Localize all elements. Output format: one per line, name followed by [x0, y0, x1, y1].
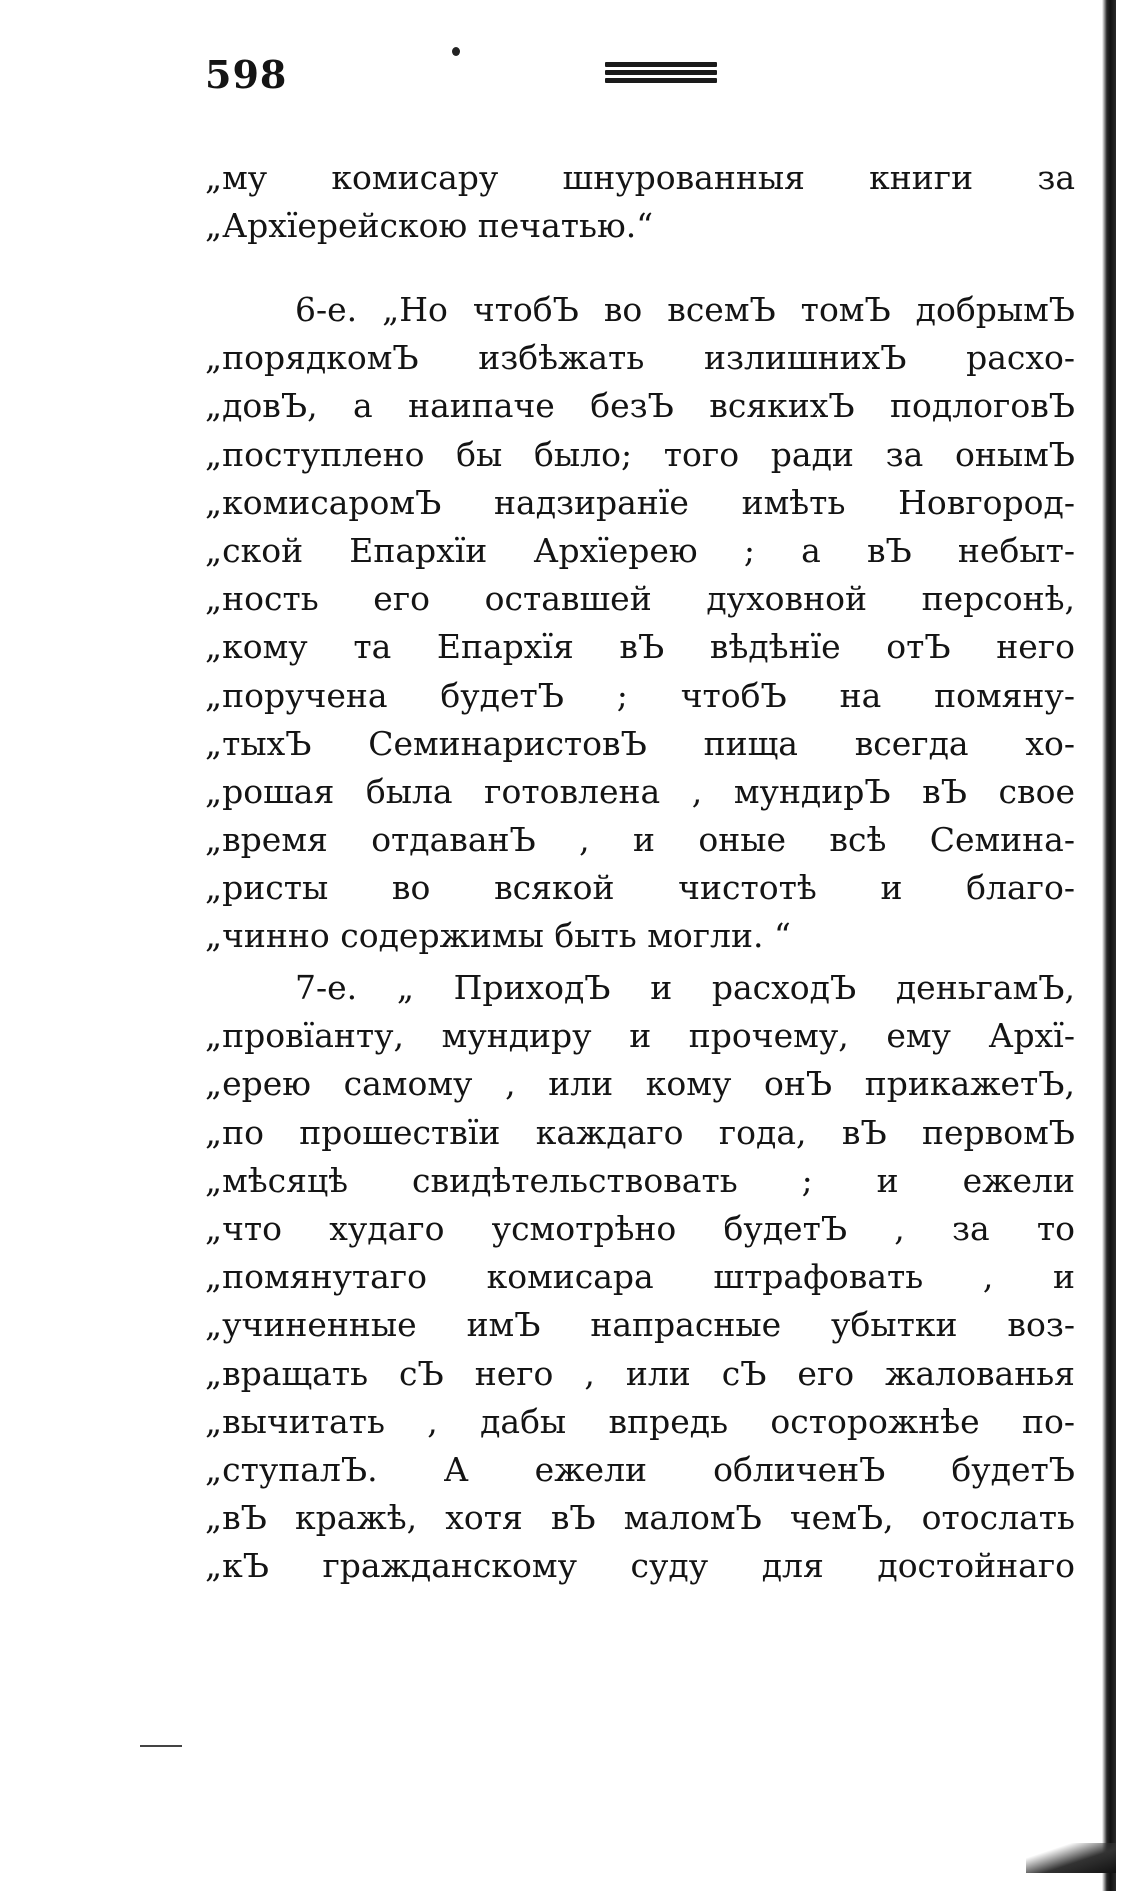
intro-text [205, 154, 1075, 250]
text-line: „мѣсяцѣ свидѣтельствовать ; и ежели [205, 1160, 1075, 1200]
text-line: „кому та Епархїя вЪ вѣдѣнїе отЪ него [205, 627, 1075, 667]
text-line: „рошая была готовлена , мундирЪ вЪ свое [205, 771, 1075, 811]
text-line: „ской Епархїи Архїерею ; а вЪ небыт- [205, 530, 1075, 570]
text-line: „ступалЪ. А ежели обличенЪ будетЪ [205, 1449, 1075, 1489]
text-line: „поручена будетЪ ; чтобЪ на помяну- [205, 675, 1075, 715]
text-line: „чинно содержимы быть могли. “ [205, 916, 791, 956]
text-line: „ерею самому , или кому онЪ прикажетЪ, [205, 1064, 1075, 1104]
page-edge-shadow [1102, 0, 1116, 1891]
text-line: „ристы во всякой чистотѣ и благо- [205, 868, 1075, 908]
ornament-rule [605, 78, 717, 83]
text-line: „провїанту, мундиру и прочему, ему Архї- [205, 1016, 1075, 1056]
stray-ink-mark [140, 1745, 182, 1747]
text-line: „ность его оставшей духовной персонѣ, [205, 579, 1075, 619]
paragraph-6 [205, 286, 1075, 961]
text-line: 7-е. „ ПриходЪ и расходЪ деньгамЪ, [295, 968, 1075, 1007]
ornament-rule [605, 70, 717, 75]
text-line: „Архїерейскою печатью.“ [205, 206, 654, 246]
text-line: 6-е. „Но чтобЪ во всемЪ томЪ добрымЪ [295, 290, 1075, 329]
text-line: „комисаромЪ надзиранїе имѣть Новгород- [205, 482, 1075, 522]
page-number: 598 [205, 52, 288, 97]
paragraph-7 [205, 964, 1075, 1590]
text-line: „довЪ, а наипаче безЪ всякихЪ подлоговЪ [205, 386, 1075, 426]
text-line: „время отдаванЪ , и оные всѣ Семина- [205, 820, 1075, 860]
text-line: „тыхЪ СеминаристовЪ пища всегда хо- [205, 723, 1075, 763]
text-line: „поступлено бы было; того ради за онымЪ [205, 434, 1075, 474]
header-ornament [605, 62, 717, 90]
text-line: „вЪ кражѣ, хотя вЪ маломЪ чемЪ, отослать [205, 1498, 1075, 1538]
text-line: „вычитать , дабы впредь осторожнѣе по- [205, 1401, 1075, 1441]
ornament-rule [605, 62, 717, 67]
text-line: „учиненные имЪ напрасные убытки воз- [205, 1305, 1075, 1345]
text-line: „что худаго усмотрѣно будетЪ , за то [205, 1208, 1075, 1248]
text-line: „му комисару шнурованныя книги за [205, 158, 1075, 197]
ink-dot [452, 47, 460, 56]
text-line: „кЪ гражданскому суду для достойнаго [205, 1546, 1075, 1586]
text-line: „помянутаго комисара штрафовать , и [205, 1257, 1075, 1297]
page-corner-shadow [1026, 1843, 1116, 1873]
text-line: „вращать сЪ него , или сЪ его жалованья [205, 1353, 1075, 1393]
text-line: „порядкомЪ избѣжать излишнихЪ расхо- [205, 338, 1075, 378]
text-line: „по прошествїи каждаго года, вЪ первомЪ [205, 1112, 1075, 1152]
